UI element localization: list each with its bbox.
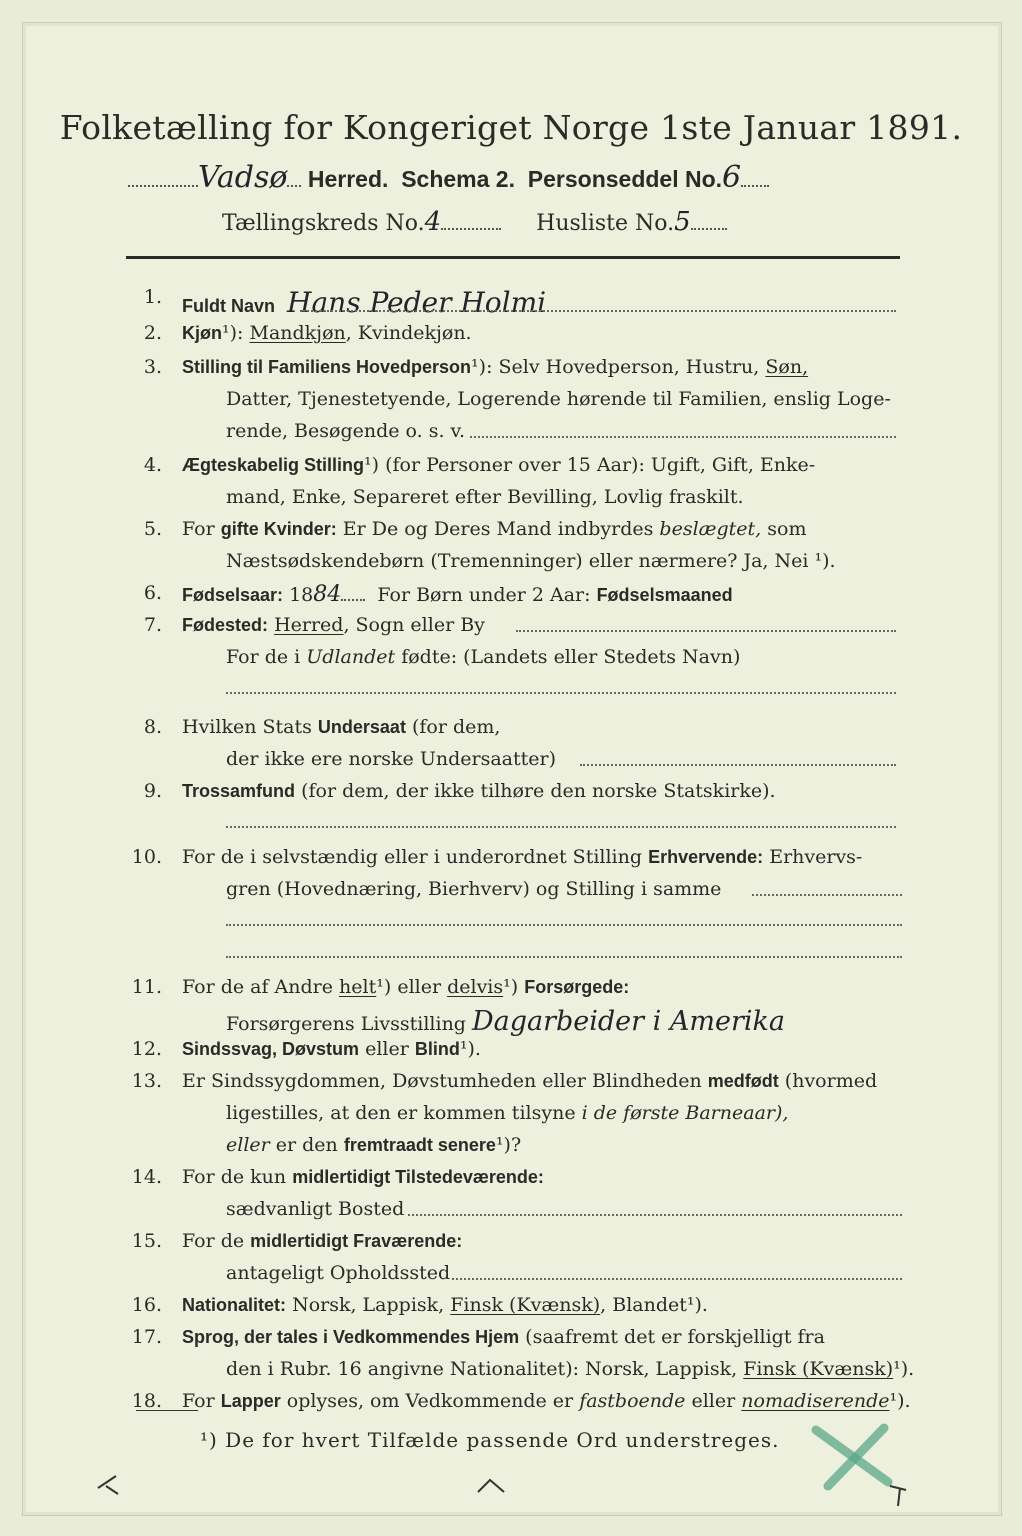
- schema-label: Schema 2.: [401, 166, 515, 192]
- item-number: 5.: [143, 518, 162, 540]
- infant-note: For Børn under 2 Aar:: [377, 584, 591, 606]
- green-check-mark-icon: [808, 1420, 898, 1492]
- religion-label: Trossamfund: [182, 781, 296, 801]
- family-position-dotline: [470, 436, 896, 438]
- religion-dotline: [226, 826, 896, 828]
- subject-question: (for dem,: [411, 716, 501, 738]
- footnote-ref: ¹)?: [495, 1134, 522, 1156]
- birthplace-label: Fødested:: [182, 615, 269, 635]
- birthplace-options: , Sogn eller By: [343, 614, 485, 636]
- family-position-options-2: Datter, Tjenestetyende, Logerende hørende til Familien, enslig Loge-: [226, 388, 891, 410]
- congenital-question: Er Sindssygdommen, Døvstumheden eller Blindheden: [182, 1070, 702, 1092]
- item-number: 8.: [143, 716, 162, 738]
- birth-month-label: Fødselsmaaned: [596, 585, 733, 605]
- item-5-suffix: som: [767, 518, 807, 540]
- sex-option-female: , Kvindekjøn.: [345, 322, 472, 344]
- item-number: 16.: [131, 1294, 162, 1316]
- supported-mid: ¹) eller: [376, 976, 442, 998]
- footnote-rule: [136, 1410, 198, 1411]
- item-number: 2.: [143, 322, 162, 344]
- taellingskreds-value: 4: [424, 207, 442, 237]
- temp-present-label: midlertidigt Tilstedeværende:: [292, 1167, 544, 1187]
- lapps-nomadic: nomadiserende: [741, 1390, 890, 1412]
- lapps-prefix: For: [182, 1390, 215, 1412]
- corner-tick-icon: [94, 1468, 124, 1498]
- provider-occupation-value: Dagarbeider i Amerika: [471, 1006, 785, 1037]
- provider-occupation-label: Forsørgerens Livsstilling: [226, 1013, 466, 1035]
- occupation-dotline-2: [226, 924, 902, 926]
- language-label: Sprog, der tales i Vedkommendes Hjem: [182, 1327, 520, 1347]
- taellingskreds-line: [222, 207, 727, 237]
- birth-year-label: Fødselsaar:: [182, 585, 284, 605]
- item-number: 1.: [143, 286, 162, 308]
- item-number: 11.: [131, 976, 162, 998]
- later-onset-label: fremtraadt senere: [343, 1135, 496, 1155]
- husliste-value: 5: [674, 207, 691, 237]
- disability-label: Sindssvag, Døvstum: [182, 1039, 360, 1059]
- probable-location-label: antageligt Opholdssted: [226, 1262, 451, 1284]
- taellingskreds-label: Tællingskreds No.: [222, 211, 425, 236]
- abroad-em: Udlandet: [306, 646, 396, 668]
- marital-status-label: Ægteskabelig Stilling: [182, 455, 365, 475]
- temp-absent-prefix: For de: [182, 1230, 245, 1252]
- supported-partly: delvis: [447, 976, 504, 998]
- nationality-options: Norsk, Lappisk,: [292, 1294, 445, 1316]
- item-5-prefix: For: [182, 518, 215, 540]
- item-number: 13.: [131, 1070, 162, 1092]
- religion-question: (for dem, der ikke tilhøre den norske Statskirke).: [301, 780, 776, 802]
- supported-label: Forsørgede:: [524, 977, 630, 997]
- footnote-ref: ¹): [503, 976, 519, 998]
- family-position-label: Stilling til Familiens Hovedperson: [182, 357, 472, 377]
- center-tick-icon: [474, 1474, 508, 1498]
- married-women-label: gifte Kvinder:: [220, 519, 337, 539]
- item-number: 14.: [131, 1166, 162, 1188]
- occupation-dotline-3: [226, 956, 902, 958]
- personseddel-label: Personseddel No.: [527, 166, 723, 192]
- nationality-label: Nationalitet:: [182, 1295, 287, 1315]
- item-number: 17.: [131, 1326, 162, 1348]
- husliste-label: Husliste No.: [536, 211, 675, 236]
- footnote-ref: ¹).: [893, 1358, 915, 1380]
- temp-present-prefix: For de kun: [182, 1166, 287, 1188]
- occupation-prefix: For de i selvstændig eller i underordnet Stilling: [182, 846, 643, 868]
- item-number: 6.: [143, 582, 162, 604]
- herred-value: Vadsø: [198, 160, 288, 195]
- blind-label: Blind: [414, 1039, 460, 1059]
- language-finnish: Finsk (Kvænsk): [743, 1358, 894, 1380]
- congenital-early-years: i de første Barneaar),: [581, 1102, 789, 1124]
- subject-label: Undersaat: [317, 717, 406, 737]
- subject-question-2: der ikke ere norske Undersaatter): [226, 748, 556, 770]
- birth-year-prefix: 18: [289, 584, 314, 606]
- full-name-value: Hans Peder Holmi: [287, 286, 547, 319]
- usual-residence-dotline: [408, 1214, 902, 1216]
- footnote-ref: ¹):: [222, 322, 244, 344]
- herred-label: Herred.: [307, 166, 389, 192]
- form-title: Folketælling for Kongeriget Norge 1ste Januar 1891.: [59, 108, 963, 147]
- birthplace-herred: Herred: [274, 614, 344, 636]
- occupation-label: Erhvervende:: [648, 847, 764, 867]
- occupation-suffix: Erhvervs-: [769, 846, 863, 868]
- full-name-dotline: [300, 310, 896, 312]
- married-women-related: beslægtet,: [659, 518, 762, 540]
- birthplace-dotline: [516, 630, 896, 632]
- disability-mid: eller: [365, 1038, 409, 1060]
- supported-fully: helt: [339, 976, 377, 998]
- lapps-label: Lapper: [220, 1391, 281, 1411]
- lapps-settled: fastboende: [579, 1390, 686, 1412]
- usual-residence-label: sædvanligt Bosted: [226, 1198, 405, 1220]
- abroad-dotline: [226, 692, 896, 694]
- marital-status-options-2: mand, Enke, Separeret efter Bevilling, Lovlig fraskilt.: [226, 486, 744, 508]
- herred-line: [128, 160, 769, 195]
- congenital-suffix: (hvormed: [784, 1070, 878, 1092]
- family-position-son: Søn,: [765, 356, 809, 378]
- marital-status-options: ¹) (for Personer over 15 Aar): Ugift, Gift, Enke-: [364, 454, 816, 476]
- full-name-label: Fuldt Navn: [182, 296, 275, 316]
- item-number: 12.: [131, 1038, 162, 1060]
- item-number: 18.: [131, 1390, 162, 1412]
- sex-option-male: Mandkjøn: [249, 322, 346, 344]
- nationality-finnish: Finsk (Kvænsk): [450, 1294, 601, 1316]
- congenital-or: eller: [226, 1134, 270, 1156]
- married-women-question-2: Næstsødskendebørn (Tremenninger) eller nærmere? Ja, Nei ¹).: [226, 550, 836, 572]
- congenital-label: medfødt: [707, 1071, 779, 1091]
- item-number: 10.: [131, 846, 162, 868]
- married-women-question: Er De og Deres Mand indbyrdes: [342, 518, 654, 540]
- footnote: ¹) De for hvert Tilfælde passende Ord understreges.: [200, 1428, 780, 1452]
- supported-prefix: For de af Andre: [182, 976, 333, 998]
- lapps-question: oplyses, om Vedkommende er: [286, 1390, 574, 1412]
- footnote-ref: ¹).: [889, 1390, 911, 1412]
- nationality-mixed: , Blandet¹).: [600, 1294, 708, 1316]
- congenital-question-3: er den: [275, 1134, 338, 1156]
- subject-dotline: [580, 764, 896, 766]
- header-rule: [126, 256, 900, 259]
- sex-label: Kjøn: [182, 323, 222, 343]
- corner-tick-right-icon: [886, 1480, 914, 1510]
- abroad-prefix: For de i: [226, 646, 301, 668]
- item-number: 3.: [143, 356, 162, 378]
- temp-absent-label: midlertidigt Fraværende:: [250, 1231, 463, 1251]
- item-number: 9.: [143, 780, 162, 802]
- probable-location-dotline: [452, 1278, 902, 1280]
- occupation-question-2: gren (Hovednæring, Bierhverv) og Stilling i samme: [226, 878, 722, 900]
- congenital-question-2: ligestilles, at den er kommen tilsyne: [226, 1102, 576, 1124]
- item-number: 4.: [143, 454, 162, 476]
- language-options: den i Rubr. 16 angivne Nationalitet): Norsk, Lappisk,: [226, 1358, 738, 1380]
- abroad-suffix: fødte: (Landets eller Stedets Navn): [401, 646, 741, 668]
- item-number: 7.: [143, 614, 162, 636]
- family-position-options-3: rende, Besøgende o. s. v.: [226, 420, 466, 442]
- family-position-options: ¹): Selv Hovedperson, Hustru,: [471, 356, 760, 378]
- personseddel-value: 6: [722, 160, 742, 195]
- lapps-or: eller: [691, 1390, 736, 1412]
- language-question: (saafremt det er forskjelligt fra: [525, 1326, 825, 1348]
- item-8-prefix: Hvilken Stats: [182, 716, 312, 738]
- birth-year-value: 84: [313, 582, 342, 607]
- item-number: 15.: [131, 1230, 162, 1252]
- footnote-ref: ¹).: [459, 1038, 481, 1060]
- occupation-dotline-1: [752, 894, 902, 896]
